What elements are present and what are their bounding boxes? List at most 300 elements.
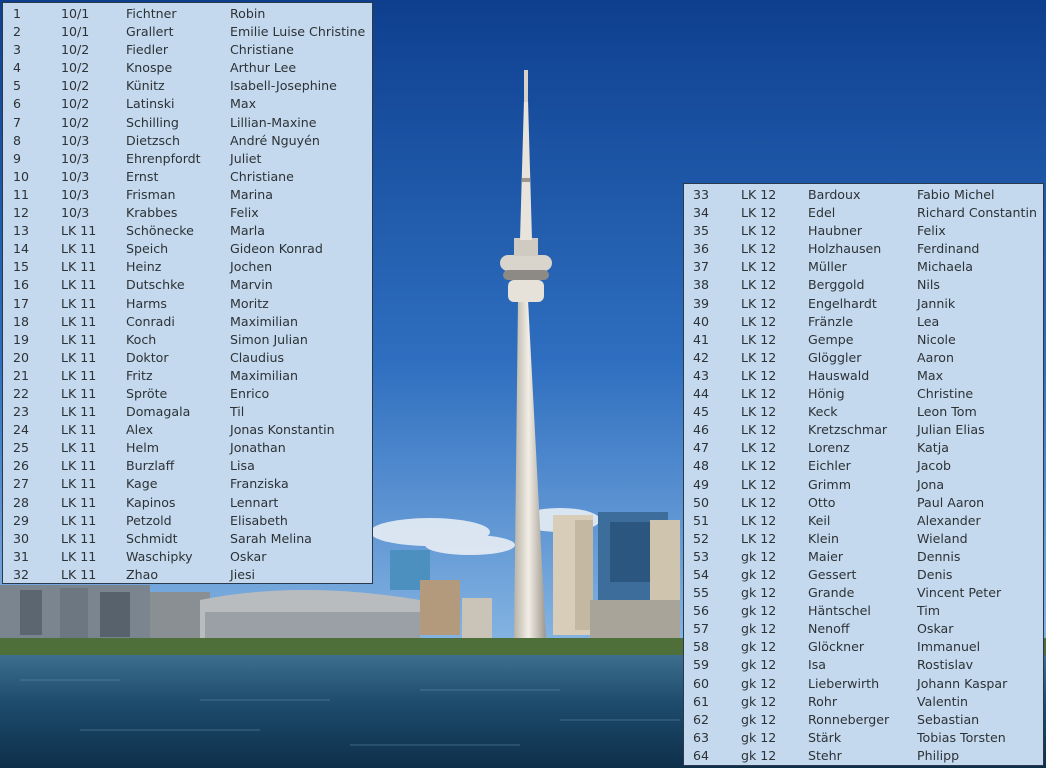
table-row xyxy=(3,5,372,23)
class-cell: LK 11 xyxy=(61,277,97,293)
row-number: 2 xyxy=(13,24,22,40)
table-row xyxy=(3,403,372,421)
class-cell: gk 12 xyxy=(741,639,777,655)
first-name-cell: Jonas Konstantin xyxy=(230,422,335,438)
last-name-cell: Knospe xyxy=(126,60,173,76)
class-cell: LK 11 xyxy=(61,422,97,438)
class-cell: LK 11 xyxy=(61,512,97,528)
last-name-cell: Burzlaff xyxy=(126,458,175,474)
first-name-cell: Dennis xyxy=(917,548,961,564)
first-name-cell: Sarah Melina xyxy=(230,530,312,546)
table-row xyxy=(3,186,372,204)
row-number: 22 xyxy=(13,385,30,401)
last-name-cell: Fränzle xyxy=(808,313,854,329)
class-cell: LK 12 xyxy=(741,440,777,456)
row-number: 38 xyxy=(693,277,710,293)
roster-table-right xyxy=(683,183,1044,766)
table-row xyxy=(684,584,1043,602)
row-number: 12 xyxy=(13,205,30,221)
table-row xyxy=(684,385,1043,403)
class-cell: LK 12 xyxy=(741,277,777,293)
first-name-cell: Nicole xyxy=(917,331,956,347)
table-row xyxy=(684,186,1043,204)
first-name-cell: Tobias Torsten xyxy=(917,729,1006,745)
table-row xyxy=(3,439,372,457)
table-row xyxy=(684,656,1043,674)
table-row xyxy=(3,421,372,439)
first-name-cell: Nils xyxy=(917,277,940,293)
last-name-cell: Otto xyxy=(808,494,836,510)
row-number: 52 xyxy=(693,530,710,546)
class-cell: gk 12 xyxy=(741,711,777,727)
table-row xyxy=(3,95,372,113)
last-name-cell: Ernst xyxy=(126,168,159,184)
last-name-cell: Rohr xyxy=(808,693,838,709)
row-number: 21 xyxy=(13,367,30,383)
last-name-cell: Glöckner xyxy=(808,639,865,655)
class-cell: LK 11 xyxy=(61,331,97,347)
last-name-cell: Grallert xyxy=(126,24,174,40)
table-row xyxy=(684,711,1043,729)
first-name-cell: Richard Constantin xyxy=(917,205,1037,221)
last-name-cell: Schönecke xyxy=(126,223,194,239)
table-row xyxy=(3,258,372,276)
row-number: 40 xyxy=(693,313,710,329)
first-name-cell: Oskar xyxy=(917,621,954,637)
class-cell: LK 12 xyxy=(741,349,777,365)
first-name-cell: Fabio Michel xyxy=(917,187,995,202)
row-number: 15 xyxy=(13,259,30,275)
table-row xyxy=(684,729,1043,747)
last-name-cell: Isa xyxy=(808,657,826,673)
first-name-cell: Katja xyxy=(917,440,949,456)
table-row xyxy=(3,132,372,150)
row-number: 36 xyxy=(693,241,710,257)
table-row xyxy=(3,475,372,493)
row-number: 41 xyxy=(693,331,710,347)
table-row xyxy=(684,349,1043,367)
class-cell: LK 11 xyxy=(61,295,97,311)
row-number: 33 xyxy=(693,187,710,202)
class-cell: LK 11 xyxy=(61,385,97,401)
class-cell: LK 11 xyxy=(61,566,97,582)
first-name-cell: Michaela xyxy=(917,259,973,275)
class-cell: 10/3 xyxy=(61,186,90,202)
first-name-cell: Vincent Peter xyxy=(917,585,1002,601)
last-name-cell: Schilling xyxy=(126,114,179,130)
last-name-cell: Dietzsch xyxy=(126,132,180,148)
first-name-cell: Marvin xyxy=(230,277,273,293)
first-name-cell: Jannik xyxy=(917,295,956,311)
first-name-cell: Jochen xyxy=(230,259,273,275)
last-name-cell: Grimm xyxy=(808,476,851,492)
first-name-cell: Immanuel xyxy=(917,639,981,655)
class-cell: LK 12 xyxy=(741,530,777,546)
last-name-cell: Speich xyxy=(126,241,169,257)
table-row xyxy=(3,385,372,403)
class-cell: LK 12 xyxy=(741,367,777,383)
row-number: 6 xyxy=(13,96,22,112)
last-name-cell: Edel xyxy=(808,205,836,221)
table-row xyxy=(3,367,372,385)
table-row xyxy=(684,512,1043,530)
first-name-cell: Wieland xyxy=(917,530,968,546)
class-cell: 10/2 xyxy=(61,114,90,130)
row-number: 55 xyxy=(693,585,710,601)
first-name-cell: Jiesi xyxy=(230,566,256,582)
row-number: 29 xyxy=(13,512,30,528)
table-row xyxy=(684,439,1043,457)
row-number: 57 xyxy=(693,621,710,637)
first-name-cell: Leon Tom xyxy=(917,404,977,420)
first-name-cell: Rostislav xyxy=(917,657,974,673)
last-name-cell: Fichtner xyxy=(126,6,177,21)
first-name-cell: Lea xyxy=(917,313,940,329)
table-row xyxy=(3,276,372,294)
last-name-cell: Nenoff xyxy=(808,621,850,637)
last-name-cell: Stärk xyxy=(808,729,842,745)
table-row xyxy=(3,114,372,132)
last-name-cell: Zhao xyxy=(126,566,159,582)
class-cell: LK 11 xyxy=(61,404,97,420)
row-number: 31 xyxy=(13,548,30,564)
first-name-cell: Max xyxy=(230,96,257,112)
last-name-cell: Holzhausen xyxy=(808,241,882,257)
row-number: 11 xyxy=(13,186,30,202)
last-name-cell: Alex xyxy=(126,422,154,438)
first-name-cell: Gideon Konrad xyxy=(230,241,323,257)
row-number: 56 xyxy=(693,603,710,619)
last-name-cell: Berggold xyxy=(808,277,865,293)
class-cell: 10/2 xyxy=(61,42,90,58)
table-row xyxy=(684,638,1043,656)
last-name-cell: Helm xyxy=(126,440,159,456)
class-cell: 10/1 xyxy=(61,6,90,21)
table-row xyxy=(684,204,1043,222)
row-number: 25 xyxy=(13,440,30,456)
row-number: 20 xyxy=(13,349,30,365)
class-cell: 10/3 xyxy=(61,205,90,221)
table-row xyxy=(684,240,1043,258)
row-number: 23 xyxy=(13,404,30,420)
table-row xyxy=(684,403,1043,421)
row-number: 53 xyxy=(693,548,710,564)
table-row xyxy=(3,566,372,584)
table-row xyxy=(684,602,1043,620)
first-name-cell: Elisabeth xyxy=(230,512,288,528)
last-name-cell: Doktor xyxy=(126,349,169,365)
row-number: 50 xyxy=(693,494,710,510)
last-name-cell: Engelhardt xyxy=(808,295,877,311)
class-cell: LK 11 xyxy=(61,476,97,492)
first-name-cell: Felix xyxy=(917,223,946,239)
class-cell: LK 12 xyxy=(741,512,777,528)
class-cell: gk 12 xyxy=(741,603,777,619)
last-name-cell: Harms xyxy=(126,295,167,311)
last-name-cell: Müller xyxy=(808,259,847,275)
first-name-cell: Isabell-Josephine xyxy=(230,78,337,94)
first-name-cell: Christine xyxy=(917,386,974,402)
first-name-cell: Johann Kaspar xyxy=(917,675,1008,691)
table-row xyxy=(684,494,1043,512)
last-name-cell: Künitz xyxy=(126,78,165,94)
table-row xyxy=(684,675,1043,693)
row-number: 30 xyxy=(13,530,30,546)
row-number: 59 xyxy=(693,657,710,673)
table-row xyxy=(3,204,372,222)
row-number: 37 xyxy=(693,259,710,275)
roster-table-left xyxy=(2,2,373,584)
table-row xyxy=(684,620,1043,638)
row-number: 3 xyxy=(13,42,22,58)
table-row xyxy=(3,23,372,41)
class-cell: LK 12 xyxy=(741,241,777,257)
first-name-cell: Lisa xyxy=(230,458,255,474)
last-name-cell: Maier xyxy=(808,548,844,564)
class-cell: gk 12 xyxy=(741,585,777,601)
class-cell: LK 11 xyxy=(61,223,97,239)
first-name-cell: Aaron xyxy=(917,349,954,365)
table-row xyxy=(3,295,372,313)
first-name-cell: Moritz xyxy=(230,295,269,311)
class-cell: gk 12 xyxy=(741,657,777,673)
class-cell: 10/3 xyxy=(61,150,90,166)
first-name-cell: Lennart xyxy=(230,494,279,510)
first-name-cell: Jonathan xyxy=(230,440,286,456)
table-row xyxy=(684,313,1043,331)
row-number: 49 xyxy=(693,476,710,492)
class-cell: LK 11 xyxy=(61,548,97,564)
class-cell: LK 11 xyxy=(61,241,97,257)
table-row xyxy=(3,331,372,349)
first-name-cell: Marina xyxy=(230,186,273,202)
table-row xyxy=(3,77,372,95)
first-name-cell: Philipp xyxy=(917,747,960,763)
row-number: 64 xyxy=(693,747,710,763)
last-name-cell: Latinski xyxy=(126,96,175,112)
last-name-cell: Klein xyxy=(808,530,839,546)
class-cell: LK 12 xyxy=(741,259,777,275)
last-name-cell: Haubner xyxy=(808,223,863,239)
last-name-cell: Lieberwirth xyxy=(808,675,880,691)
last-name-cell: Gempe xyxy=(808,331,854,347)
first-name-cell: Robin xyxy=(230,6,266,21)
row-number: 46 xyxy=(693,422,710,438)
last-name-cell: Heinz xyxy=(126,259,162,275)
class-cell: 10/2 xyxy=(61,78,90,94)
first-name-cell: Sebastian xyxy=(917,711,980,727)
first-name-cell: Valentin xyxy=(917,693,969,709)
first-name-cell: Jacob xyxy=(917,458,952,474)
class-cell: gk 12 xyxy=(741,566,777,582)
last-name-cell: Häntschel xyxy=(808,603,871,619)
first-name-cell: Alexander xyxy=(917,512,981,528)
table-row xyxy=(684,457,1043,475)
last-name-cell: Bardoux xyxy=(808,187,861,202)
row-number: 60 xyxy=(693,675,710,691)
first-name-cell: Simon Julian xyxy=(230,331,308,347)
class-cell: LK 12 xyxy=(741,404,777,420)
last-name-cell: Schmidt xyxy=(126,530,178,546)
first-name-cell: Emilie Luise Christine xyxy=(230,24,366,40)
table-row xyxy=(3,222,372,240)
last-name-cell: Ehrenpfordt xyxy=(126,150,201,166)
table-row xyxy=(3,494,372,512)
table-row xyxy=(684,367,1043,385)
row-number: 42 xyxy=(693,349,710,365)
last-name-cell: Stehr xyxy=(808,747,842,763)
row-number: 28 xyxy=(13,494,30,510)
row-number: 34 xyxy=(693,205,710,221)
last-name-cell: Krabbes xyxy=(126,205,178,221)
first-name-cell: Christiane xyxy=(230,168,294,184)
table-row xyxy=(684,295,1043,313)
class-cell: gk 12 xyxy=(741,621,777,637)
class-cell: 10/2 xyxy=(61,96,90,112)
row-number: 17 xyxy=(13,295,30,311)
row-number: 44 xyxy=(693,386,710,402)
row-number: 61 xyxy=(693,693,710,709)
last-name-cell: Conradi xyxy=(126,313,175,329)
table-row xyxy=(3,41,372,59)
table-row xyxy=(3,512,372,530)
class-cell: LK 12 xyxy=(741,295,777,311)
class-cell: LK 11 xyxy=(61,349,97,365)
class-cell: LK 12 xyxy=(741,223,777,239)
last-name-cell: Keck xyxy=(808,404,838,420)
first-name-cell: Franziska xyxy=(230,476,289,492)
class-cell: LK 12 xyxy=(741,494,777,510)
table-row xyxy=(684,566,1043,584)
last-name-cell: Kage xyxy=(126,476,158,492)
class-cell: LK 11 xyxy=(61,367,97,383)
row-number: 10 xyxy=(13,168,30,184)
table-row xyxy=(684,421,1043,439)
first-name-cell: Juliet xyxy=(230,150,262,166)
row-number: 19 xyxy=(13,331,30,347)
class-cell: LK 12 xyxy=(741,386,777,402)
last-name-cell: Grande xyxy=(808,585,855,601)
class-cell: LK 11 xyxy=(61,440,97,456)
last-name-cell: Eichler xyxy=(808,458,851,474)
row-number: 8 xyxy=(13,132,22,148)
class-cell: LK 11 xyxy=(61,530,97,546)
table-row xyxy=(684,331,1043,349)
class-cell: gk 12 xyxy=(741,548,777,564)
last-name-cell: Waschipky xyxy=(126,548,193,564)
class-cell: 10/1 xyxy=(61,24,90,40)
row-number: 47 xyxy=(693,440,710,456)
first-name-cell: Julian Elias xyxy=(917,422,985,438)
class-cell: 10/2 xyxy=(61,60,90,76)
first-name-cell: Max xyxy=(917,367,944,383)
last-name-cell: Domagala xyxy=(126,404,191,420)
row-number: 48 xyxy=(693,458,710,474)
class-cell: gk 12 xyxy=(741,747,777,763)
class-cell: LK 11 xyxy=(61,458,97,474)
last-name-cell: Fritz xyxy=(126,367,153,383)
table-row xyxy=(684,276,1043,294)
table-row xyxy=(3,59,372,77)
table-row xyxy=(684,747,1043,765)
table-row xyxy=(684,476,1043,494)
row-number: 16 xyxy=(13,277,30,293)
class-cell: LK 11 xyxy=(61,494,97,510)
last-name-cell: Hönig xyxy=(808,386,845,402)
row-number: 63 xyxy=(693,729,710,745)
row-number: 14 xyxy=(13,241,30,257)
last-name-cell: Frisman xyxy=(126,186,176,202)
last-name-cell: Koch xyxy=(126,331,157,347)
class-cell: LK 11 xyxy=(61,313,97,329)
row-number: 62 xyxy=(693,711,710,727)
first-name-cell: Enrico xyxy=(230,385,270,401)
first-name-cell: Oskar xyxy=(230,548,267,564)
table-row xyxy=(3,530,372,548)
row-number: 5 xyxy=(13,78,22,94)
last-name-cell: Keil xyxy=(808,512,831,528)
first-name-cell: Ferdinand xyxy=(917,241,980,257)
table-row xyxy=(3,457,372,475)
row-number: 7 xyxy=(13,114,22,130)
first-name-cell: Tim xyxy=(917,603,941,619)
class-cell: LK 11 xyxy=(61,259,97,275)
first-name-cell: Denis xyxy=(917,566,953,582)
row-number: 54 xyxy=(693,566,710,582)
class-cell: gk 12 xyxy=(741,729,777,745)
class-cell: LK 12 xyxy=(741,187,777,202)
last-name-cell: Glöggler xyxy=(808,349,862,365)
last-name-cell: Gessert xyxy=(808,566,857,582)
last-name-cell: Dutschke xyxy=(126,277,185,293)
last-name-cell: Kretzschmar xyxy=(808,422,888,438)
table-row xyxy=(3,240,372,258)
row-number: 58 xyxy=(693,639,710,655)
table-row xyxy=(684,258,1043,276)
class-cell: 10/3 xyxy=(61,168,90,184)
last-name-cell: Fiedler xyxy=(126,42,168,58)
row-number: 39 xyxy=(693,295,710,311)
class-cell: 10/3 xyxy=(61,132,90,148)
table-row xyxy=(3,548,372,566)
row-number: 43 xyxy=(693,367,710,383)
first-name-cell: Maximilian xyxy=(230,367,298,383)
class-cell: gk 12 xyxy=(741,675,777,691)
table-row xyxy=(3,349,372,367)
class-cell: LK 12 xyxy=(741,458,777,474)
class-cell: gk 12 xyxy=(741,693,777,709)
row-number: 27 xyxy=(13,476,30,492)
row-number: 1 xyxy=(13,6,22,21)
last-name-cell: Spröte xyxy=(126,385,168,401)
first-name-cell: Paul Aaron xyxy=(917,494,985,510)
first-name-cell: Marla xyxy=(230,223,265,239)
row-number: 9 xyxy=(13,150,22,166)
row-number: 45 xyxy=(693,404,710,420)
first-name-cell: Christiane xyxy=(230,42,294,58)
table-row xyxy=(684,693,1043,711)
first-name-cell: Jona xyxy=(917,476,945,492)
class-cell: LK 12 xyxy=(741,476,777,492)
last-name-cell: Petzold xyxy=(126,512,172,528)
row-number: 24 xyxy=(13,422,30,438)
last-name-cell: Hauswald xyxy=(808,367,870,383)
last-name-cell: Lorenz xyxy=(808,440,850,456)
last-name-cell: Ronneberger xyxy=(808,711,890,727)
first-name-cell: Til xyxy=(230,404,245,420)
row-number: 13 xyxy=(13,223,30,239)
table-row xyxy=(684,530,1043,548)
